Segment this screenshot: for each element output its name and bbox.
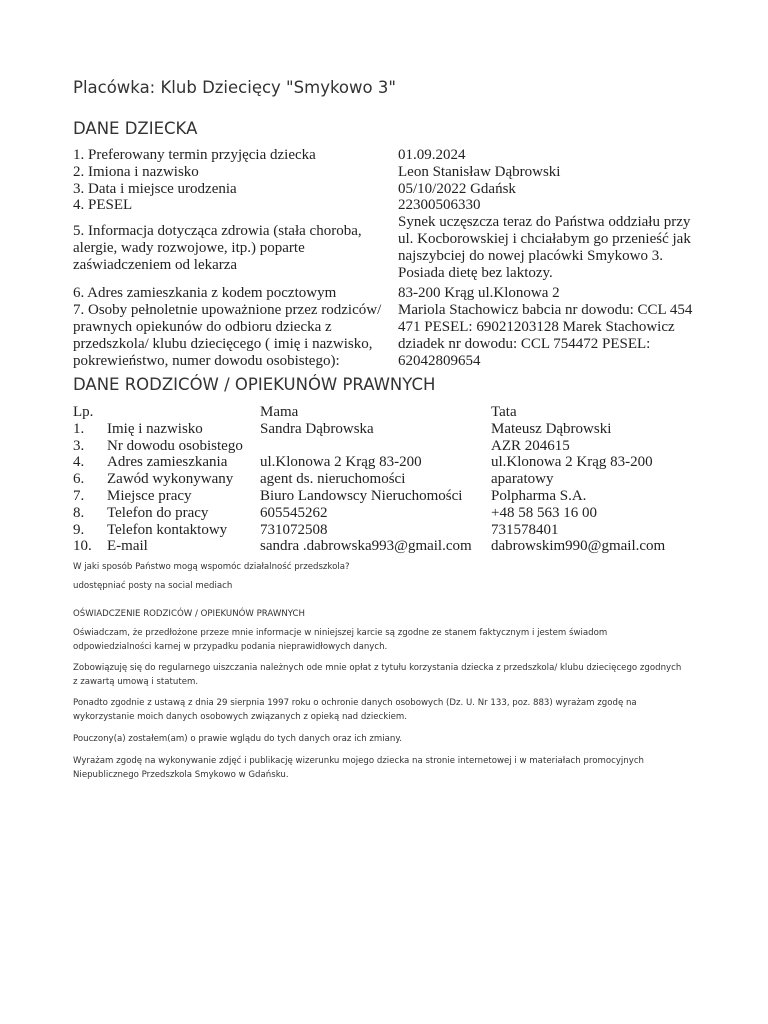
help-answer: udostępniać posty na social mediach (73, 581, 233, 591)
child-row-label: 7. Osoby pełnoletnie upoważnione przez rodziców/ prawnych opiekunów do odbioru dziecka z przedszkola/ klubu dziecięcego ( imię i nazwisko, pokrewieństwo, numer dowodu osobistego): (73, 302, 382, 369)
table-row (73, 522, 693, 539)
row-label: E-mail (107, 538, 148, 555)
help-question: W jaki sposób Państwo mogą wspomóc działalność przedszkola? (73, 562, 350, 572)
mama-value: ul.Klonowa 2 Krąg 83-200 (260, 454, 422, 471)
table-row (73, 488, 693, 505)
row-label: Telefon kontaktowy (107, 521, 228, 538)
mama-value: Sandra Dąbrowska (260, 420, 374, 437)
tata-value: ul.Klonowa 2 Krąg 83-200 (491, 454, 653, 471)
child-row-authorized (73, 302, 693, 369)
parents-header-row (73, 404, 693, 421)
row-number: 9. (73, 521, 85, 538)
parents-data-table (73, 404, 693, 555)
child-row-value: Mariola Stachowicz babcia nr dowodu: CCL 454 471 PESEL: 69021203128 Marek Stachowicz dziadek nr dowodu: CCL 754472 PESEL: 62042809654 (398, 302, 693, 369)
declaration-heading: OŚWIADCZENIE RODZICÓW / OPIEKUNÓW PRAWNYCH (73, 609, 305, 619)
child-row-health (73, 214, 693, 281)
row-number: 4. (73, 454, 85, 471)
row-label: Imię i nazwisko (107, 420, 203, 437)
child-row-label: 1. Preferowany termin przyjęcia dziecka (73, 147, 316, 163)
child-row-name (73, 164, 693, 181)
table-row (73, 454, 693, 471)
child-row-term (73, 147, 693, 164)
tata-value: dabrowskim990@gmail.com (491, 538, 666, 555)
table-row (73, 471, 693, 488)
child-row-birth (73, 181, 693, 198)
row-number: 10. (73, 538, 92, 555)
row-number: 8. (73, 504, 85, 521)
row-number: 1. (73, 420, 85, 437)
child-row-label: 4. PESEL (73, 197, 133, 214)
row-label: Telefon do pracy (107, 504, 209, 521)
child-row-pesel (73, 197, 693, 214)
child-row-value: 05/10/2022 Gdańsk (398, 180, 516, 197)
child-row-label: 5. Informacja dotycząca zdrowia (stała choroba, alergie, wady rozwojowe, itp.) poparte zaświadczeniem od lekarza (73, 223, 362, 273)
table-row (73, 438, 693, 455)
tata-value: Mateusz Dąbrowski (491, 420, 612, 437)
row-number: 3. (73, 437, 85, 454)
column-header-lp: Lp. (73, 404, 94, 420)
declaration-paragraph: Wyrażam zgodę na wykonywanie zdjęć i publikację wizerunku mojego dziecka na stronie internetowej i w materiałach promocyjnych Niepublicznego Przedszkola Smykowo w Gdańsku. (73, 756, 644, 780)
table-row (73, 421, 693, 438)
declaration-paragraph: Pouczony(a) zostałem(am) o prawie wglądu do tych danych oraz ich zmiany. (73, 734, 402, 744)
mama-value: agent ds. nieruchomości (260, 471, 406, 488)
row-label: Miejsce pracy (107, 487, 192, 504)
mama-value: sandra .dabrowska993@gmail.com (260, 538, 472, 555)
child-row-value: 01.09.2024 (398, 147, 466, 163)
tata-value: 731578401 (491, 521, 559, 538)
mama-value: Biuro Landowscy Nieruchomości (260, 487, 463, 504)
child-row-value: Leon Stanisław Dąbrowski (398, 163, 561, 180)
mama-value (260, 438, 491, 455)
tata-value: Polpharma S.A. (491, 487, 587, 504)
child-row-address (73, 285, 693, 302)
child-data-table (73, 147, 693, 369)
child-row-label: 2. Imiona i nazwisko (73, 163, 199, 180)
row-number: 6. (73, 471, 85, 488)
row-number: 7. (73, 487, 85, 504)
child-row-label: 6. Adres zamieszkania z kodem pocztowym (73, 285, 337, 302)
row-label: Adres zamieszkania (107, 454, 228, 471)
child-row-value: Synek uczęszcza teraz do Państwa oddziału przy ul. Kocborowskiej i chciałabym go przenieść jak najszybciej do nowej placówki Smykowo 3. Posiada dietę bez laktozy. (398, 214, 691, 281)
column-header-tata: Tata (491, 404, 517, 420)
child-row-label: 3. Data i miejsce urodzenia (73, 180, 237, 197)
child-row-value: 22300506330 (398, 197, 481, 214)
tata-value: aparatowy (491, 471, 554, 488)
page-title: Placówka: Klub Dziecięcy "Smykowo 3" (73, 78, 396, 97)
declaration-paragraph: Ponadto zgodnie z ustawą z dnia 29 sierpnia 1997 roku o ochronie danych osobowych (Dz. U. Nr 133, poz. 883) wyrażam zgodę na wykorzystanie moich danych osobowych związanych z opieką nad dzieckiem. (73, 698, 637, 722)
row-label: Nr dowodu osobistego (107, 437, 243, 454)
tata-value: +48 58 563 16 00 (491, 504, 597, 521)
column-header-mama: Mama (260, 404, 299, 420)
declaration-paragraph: Zobowiązuję się do regularnego uiszczania należnych ode mnie opłat z tytułu korzystania dziecka z przedszkola/ klubu dziecięcego zgodnych z zawartą umową i statutem. (73, 663, 682, 687)
mama-value: 731072508 (260, 521, 328, 538)
row-label: Zawód wykonywany (107, 471, 234, 488)
child-row-value: 83-200 Krąg ul.Klonowa 2 (398, 285, 560, 302)
tata-value: AZR 204615 (491, 437, 570, 454)
table-row (73, 538, 693, 555)
mama-value: 605545262 (260, 504, 328, 521)
child-section-heading: DANE DZIECKA (73, 119, 198, 138)
parents-section-heading: DANE RODZICÓW / OPIEKUNÓW PRAWNYCH (73, 375, 436, 394)
table-row (73, 505, 693, 522)
declaration-paragraph: Oświadczam, że przedłożone przeze mnie informacje w niniejszej karcie są zgodne ze stanem faktycznym i jestem świadom odpowiedzialności karnej w przypadku podania nieprawidłowych danych. (73, 628, 608, 652)
